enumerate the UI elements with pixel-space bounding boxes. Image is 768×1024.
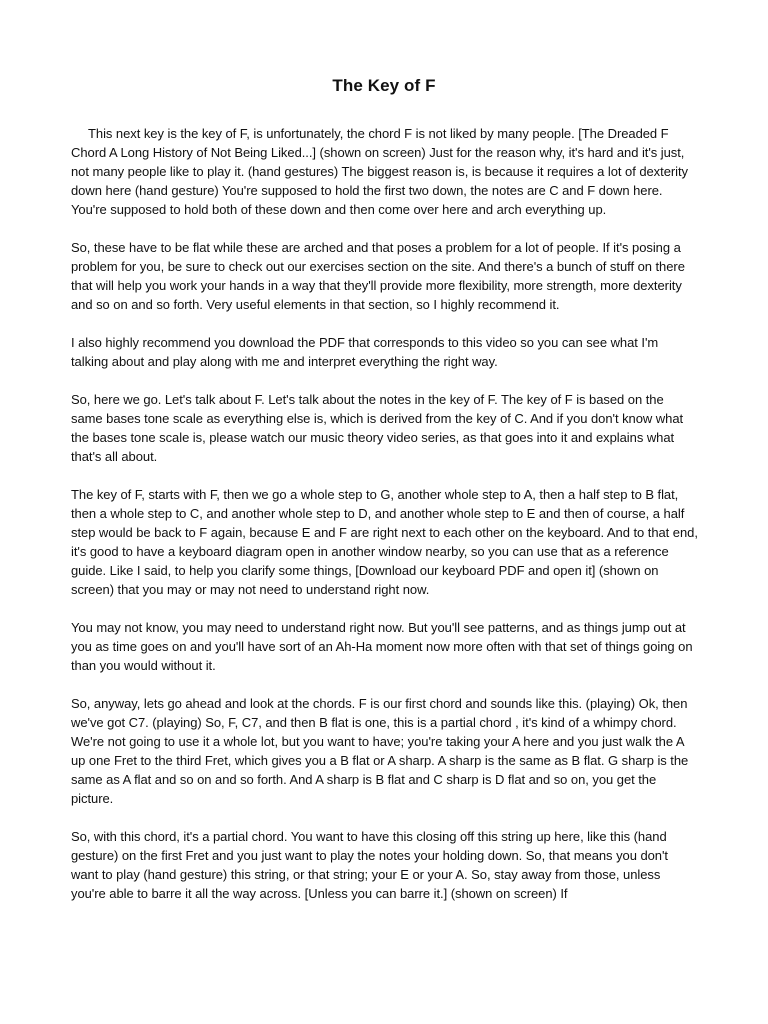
paragraph: So, here we go. Let's talk about F. Let's talk about the notes in the key of F. The key of F is based on the same bases tone scale as everything else is, which is derived from the key of C. And if you don't know what the bases tone scale is, please watch our music theory video series, as that goes into it and explains what that's all about.: [71, 392, 684, 464]
paragraph: So, anyway, lets go ahead and look at the chords. F is our first chord and sounds like this. (playing) Ok, then we've got C7. (playing) So, F, C7, and then B flat is one, this is a partial chord , it's kind of a whimpy chord. We're not going to use it a whole lot, but you want to have; you're taking your A here and you just walk the A up one Fret to the third Fret, which gives you a B flat or A sharp. A sharp is the same as B flat. G sharp is the same as A flat and so on and so forth. And A sharp is B flat and C sharp is D flat and so on, you get the picture.: [71, 696, 689, 806]
paragraph: The key of F, starts with F, then we go a whole step to G, another whole step to A, then a half step to B flat, then a whole step to C, and another whole step to D, and another whole step to E and then of course, a half step would be back to F again, because E and F are right next to each other on the keyboard. And to that end, it's good to have a keyboard diagram open in another window nearby, so you can use that as a reference guide. Like I said, to help you clarify some things, [Download our keyboard PDF and open it] (shown on screen) that you may or may not need to understand right now.: [71, 487, 698, 597]
paragraph: This next key is the key of F, is unfortunately, the chord F is not liked by many people. [The Dreaded F Chord A Long History of Not Being Liked...] (shown on screen) Just for the reason why, it's hard and it's just, not many people like to play it. (hand gestures) The biggest reason is, is because it requires a lot of dexterity down here (hand gesture) You're supposed to hold the first two down, the notes are C and F down here. You're supposed to hold both of these down and then come over here and arch everything up.: [71, 126, 689, 217]
page-title: The Key of F: [332, 76, 436, 95]
paragraph: You may not know, you may need to understand right now. But you'll see patterns, and as things jump out at you as time goes on and you'll have sort of an Ah-Ha moment now more often with that set of things going on than you would without it.: [71, 620, 693, 673]
paragraph: So, these have to be flat while these are arched and that poses a problem for a lot of people. If it's posing a problem for you, be sure to check out our exercises section on the site. And there's a bunch of stuff on there that will help you work your hands in a way that they'll provide more flexibility, more strength, more dexterity and so on and so forth. Very useful elements in that section, so I highly recommend it.: [71, 240, 685, 312]
paragraph: So, with this chord, it's a partial chord. You want to have this closing off this string up here, like this (hand gesture) on the first Fret and you just want to play the notes your holding down. So, that means you don't want to play (hand gesture) this string, or that string; your E or your A. So, stay away from those, unless you're able to barre it all the way across. [Unless you can barre it.] (shown on screen) If: [71, 829, 668, 901]
paragraph: I also highly recommend you download the PDF that corresponds to this video so you can see what I'm talking about and play along with me and interpret everything the right way.: [71, 335, 659, 369]
document-body: [71, 124, 698, 922]
